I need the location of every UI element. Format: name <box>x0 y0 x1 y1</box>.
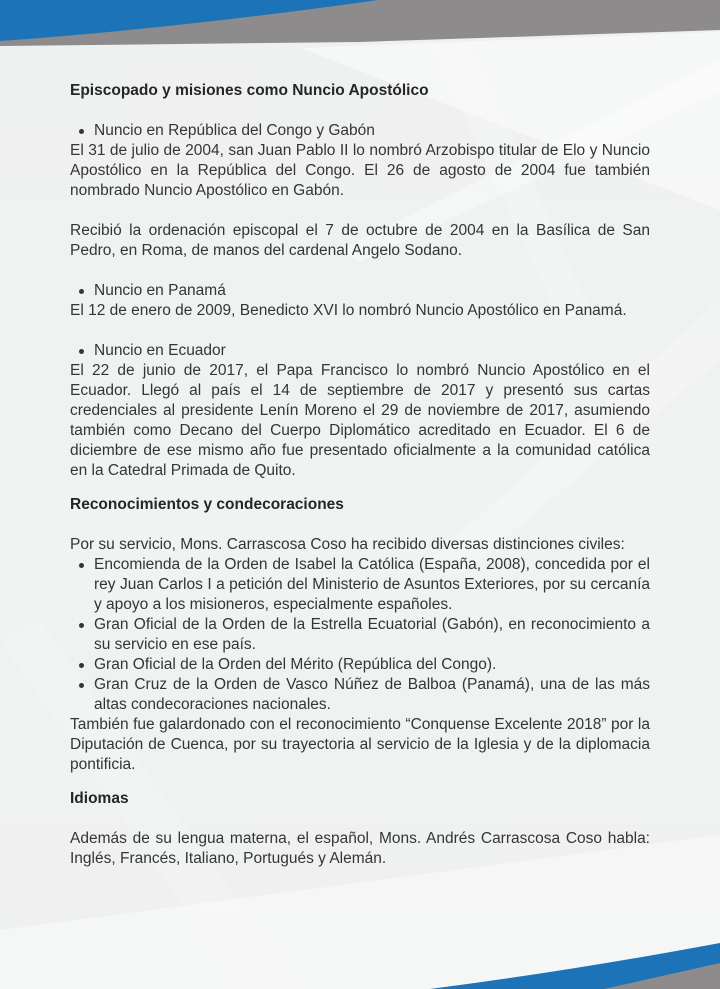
bullet-subheading: Nuncio en Panamá <box>70 281 650 301</box>
section-heading: Episcopado y misiones como Nuncio Apostólico <box>70 82 429 99</box>
paragraph: También fue galardonado con el reconocimiento “Conquense Excelente 2018” por la Diputación de Cuenca, por su trayectoria al servicio de la Iglesia y de la diplomacia pontificia. <box>70 716 650 773</box>
section-heading: Reconocimientos y condecoraciones <box>70 496 344 513</box>
document-content <box>70 81 650 869</box>
bottom-corner-decoration <box>0 929 720 989</box>
document-section <box>70 495 650 775</box>
bullet-subheading: Nuncio en República del Congo y Gabón <box>70 121 650 141</box>
paragraph: El 31 de julio de 2004, san Juan Pablo II lo nombró Arzobispo titular de Elo y Nuncio Apostólico en la República del Congo. El 26 de agosto de 2004 fue también nombrado Nuncio Apostólico en Gabón. <box>70 142 650 199</box>
list-item: Gran Oficial de la Orden de la Estrella Ecuatorial (Gabón), en reconocimiento a su servicio en ese país. <box>70 615 650 655</box>
list-item: Gran Cruz de la Orden de Vasco Núñez de Balboa (Panamá), una de las más altas condecoraciones nacionales. <box>70 675 650 715</box>
paragraph: El 12 de enero de 2009, Benedicto XVI lo nombró Nuncio Apostólico en Panamá. <box>70 302 627 319</box>
section-heading: Idiomas <box>70 790 129 807</box>
paragraph: Recibió la ordenación episcopal el 7 de octubre de 2004 en la Basílica de San Pedro, en Roma, de manos del cardenal Angelo Sodano. <box>70 222 650 259</box>
top-corner-decoration <box>0 0 720 60</box>
document-section <box>70 789 650 869</box>
document-section <box>70 81 650 481</box>
paragraph: Por su servicio, Mons. Carrascosa Coso ha recibido diversas distinciones civiles: <box>70 536 625 553</box>
paragraph: Además de su lengua materna, el español, Mons. Andrés Carrascosa Coso habla: Inglés, Francés, Italiano, Portugués y Alemán. <box>70 830 650 867</box>
list-item: Encomienda de la Orden de Isabel la Católica (España, 2008), concedida por el rey Juan Carlos I a petición del Ministerio de Asuntos Exteriores, por su cercanía y apoyo a los misioneros, especialmente españoles. <box>70 555 650 615</box>
paragraph: El 22 de junio de 2017, el Papa Francisco lo nombró Nuncio Apostólico en el Ecuador. Llegó al país el 14 de septiembre de 2017 y presentó sus cartas credenciales al presidente Lenín Moreno el 29 de noviembre de 2017, asumiendo también como Decano del Cuerpo Diplomático acreditado en Ecuador. El 6 de diciembre de ese mismo año fue presentado oficialmente a la comunidad católica en la Catedral Primada de Quito. <box>70 362 650 479</box>
list-item: Gran Oficial de la Orden del Mérito (República del Congo). <box>70 655 650 675</box>
bullet-subheading: Nuncio en Ecuador <box>70 341 650 361</box>
